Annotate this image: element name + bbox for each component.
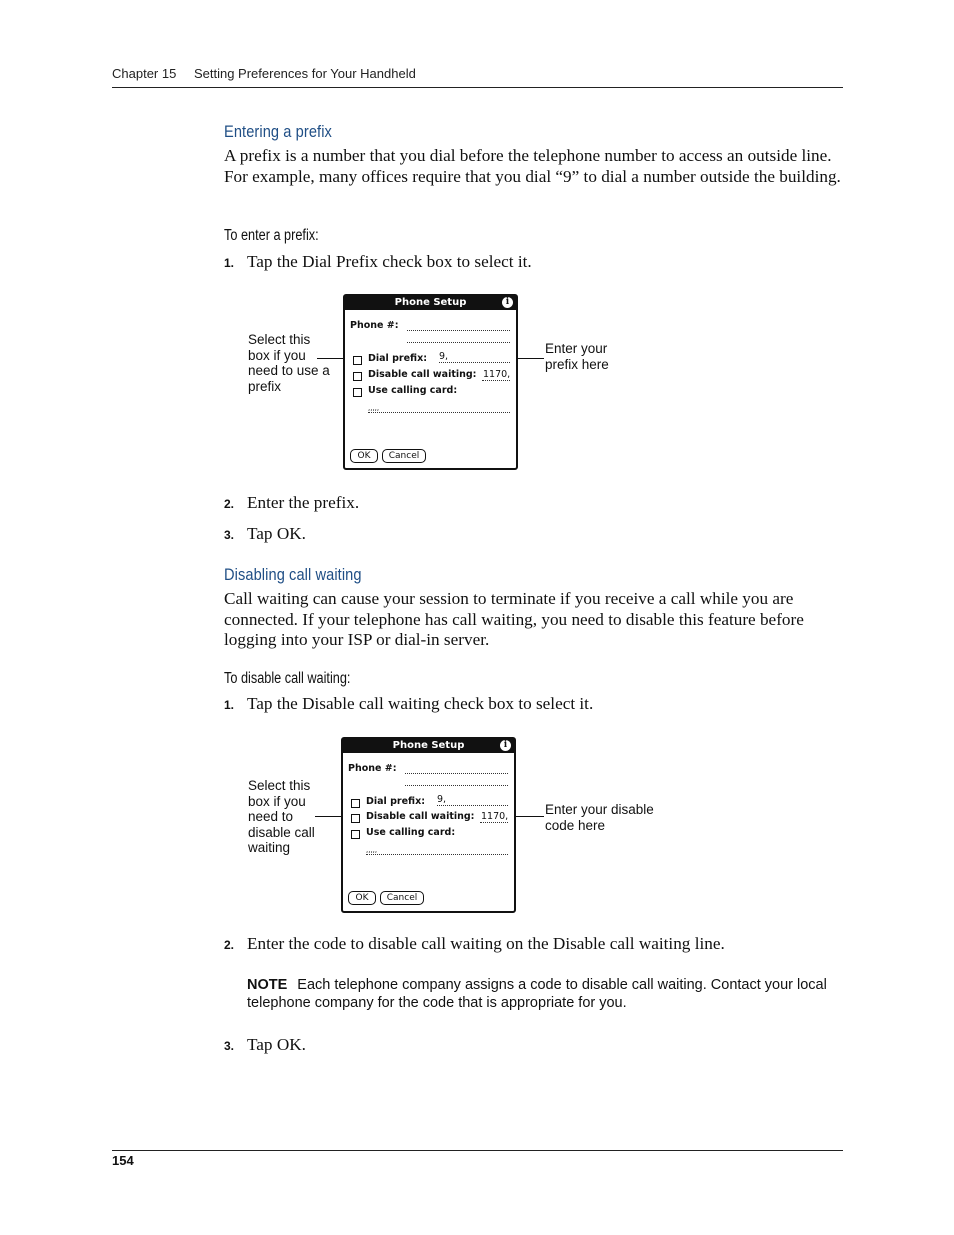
phone-number-label: Phone #: <box>348 763 397 774</box>
step-number: 2. <box>224 497 235 511</box>
callout-line: disable call <box>248 824 315 840</box>
step-number: 3. <box>224 1039 235 1053</box>
section-heading-prefix: Entering a prefix <box>224 122 332 141</box>
chapter-number: Chapter 15 <box>112 66 177 81</box>
phone-setup-screen <box>341 737 516 913</box>
callout-line: Select this <box>248 332 311 347</box>
screen-title-bar <box>343 739 514 753</box>
disable-call-waiting-value[interactable]: 1170, <box>481 811 509 822</box>
phone-number-field[interactable] <box>405 773 508 774</box>
cancel-button[interactable]: Cancel <box>380 891 424 905</box>
dial-prefix-checkbox[interactable] <box>353 356 362 365</box>
callout-select-disable <box>248 778 315 856</box>
callout-line: Enter your disable <box>545 802 654 817</box>
step-number: 3. <box>224 528 235 542</box>
step-number: 1. <box>224 698 235 712</box>
phone-number-field[interactable] <box>407 330 510 331</box>
header-rule <box>112 87 843 88</box>
step-text: Enter the prefix. <box>247 493 360 512</box>
disable-call-waiting-label: Disable call waiting: <box>368 369 477 380</box>
callout-line: waiting <box>248 840 291 855</box>
procedure-title-call-waiting: To disable call waiting: <box>224 670 351 687</box>
phone-number-field-line2[interactable] <box>405 785 508 786</box>
step-call-waiting-1 <box>224 694 593 714</box>
step-text: Tap the Dial Prefix check box to select it. <box>247 252 532 271</box>
dial-prefix-value[interactable]: 9, <box>439 351 449 362</box>
dial-prefix-label: Dial prefix: <box>366 796 426 807</box>
step-call-waiting-3 <box>224 1035 306 1055</box>
use-calling-card-label: Use calling card: <box>366 827 456 838</box>
section-heading-call-waiting: Disabling call waiting <box>224 565 362 584</box>
step-prefix-1 <box>224 252 532 272</box>
dial-prefix-checkbox[interactable] <box>351 799 360 808</box>
cancel-button[interactable]: Cancel <box>382 449 426 463</box>
callout-line: prefix here <box>545 356 609 372</box>
callout-select-prefix <box>248 332 330 394</box>
callout-line: Select this <box>248 778 311 793</box>
dial-prefix-field[interactable] <box>439 362 510 363</box>
info-icon[interactable]: i <box>500 740 511 751</box>
ok-button[interactable]: OK <box>350 449 378 463</box>
info-icon[interactable]: i <box>502 297 513 308</box>
step-call-waiting-2 <box>224 934 725 954</box>
calling-card-field[interactable] <box>368 412 510 413</box>
step-number: 1. <box>224 256 235 270</box>
dial-prefix-field[interactable] <box>437 805 508 806</box>
disable-call-waiting-value[interactable]: 1170, <box>483 369 511 380</box>
callout-line: code here <box>545 817 606 833</box>
callout-enter-disable-code <box>545 802 654 833</box>
step-prefix-2 <box>224 493 359 513</box>
callout-line: need to <box>248 809 294 824</box>
callout-line: need to use a <box>248 363 330 378</box>
step-text: Tap OK. <box>247 1035 306 1054</box>
note-label: NOTE <box>247 977 288 993</box>
disable-call-waiting-checkbox[interactable] <box>351 814 360 823</box>
dial-prefix-label: Dial prefix: <box>368 353 428 364</box>
callout-line: prefix <box>248 378 282 394</box>
phone-number-label: Phone #: <box>350 320 399 331</box>
procedure-title-prefix: To enter a prefix: <box>224 227 319 244</box>
chapter-title: Setting Preferences for Your Handheld <box>193 66 416 81</box>
screen-title: Phone Setup <box>392 740 465 751</box>
running-header <box>112 66 843 81</box>
callout-enter-prefix <box>545 341 609 372</box>
use-calling-card-checkbox[interactable] <box>351 830 360 839</box>
step-number: 2. <box>224 938 235 952</box>
step-text: Tap OK. <box>247 524 306 543</box>
step-text: Enter the code to disable call waiting on the Disable call waiting line. <box>247 934 725 953</box>
ok-button[interactable]: OK <box>348 891 376 905</box>
screen-title-bar <box>345 296 516 310</box>
note-text: Each telephone company assigns a code to disable call waiting. Contact your local telephone company for the code that is appropriate for you. <box>247 977 827 1011</box>
note-block <box>247 976 847 1012</box>
phone-setup-screen <box>343 294 518 470</box>
step-text: Tap the Disable call waiting check box to select it. <box>247 694 594 713</box>
callout-line: box if you <box>248 347 306 363</box>
disable-call-waiting-field[interactable] <box>480 822 508 823</box>
screen-title: Phone Setup <box>394 297 467 308</box>
disable-call-waiting-label: Disable call waiting: <box>366 811 475 822</box>
footer-rule <box>112 1150 843 1151</box>
section-paragraph-prefix: A prefix is a number that you dial before the telephone number to access an outside line. For example, many offices require that you dial “9” to dial a number outside the building. <box>224 146 841 186</box>
section-paragraph-call-waiting: Call waiting can cause your session to terminate if you receive a call while you are connected. If your telephone has call waiting, you need to disable this feature before logging into your ISP or dial-in server. <box>224 589 804 649</box>
page-number: 154 <box>112 1153 134 1168</box>
disable-call-waiting-checkbox[interactable] <box>353 372 362 381</box>
dial-prefix-value[interactable]: 9, <box>437 794 447 805</box>
step-prefix-3 <box>224 524 306 544</box>
callout-line: Enter your <box>545 341 608 356</box>
disable-call-waiting-field[interactable] <box>482 380 510 381</box>
calling-card-value[interactable]: ,,,,, <box>368 404 380 412</box>
calling-card-field[interactable] <box>366 854 508 855</box>
calling-card-value[interactable]: ,,,,, <box>366 846 378 854</box>
phone-number-field-line2[interactable] <box>407 342 510 343</box>
callout-line: box if you <box>248 793 306 809</box>
use-calling-card-checkbox[interactable] <box>353 388 362 397</box>
use-calling-card-label: Use calling card: <box>368 385 458 396</box>
